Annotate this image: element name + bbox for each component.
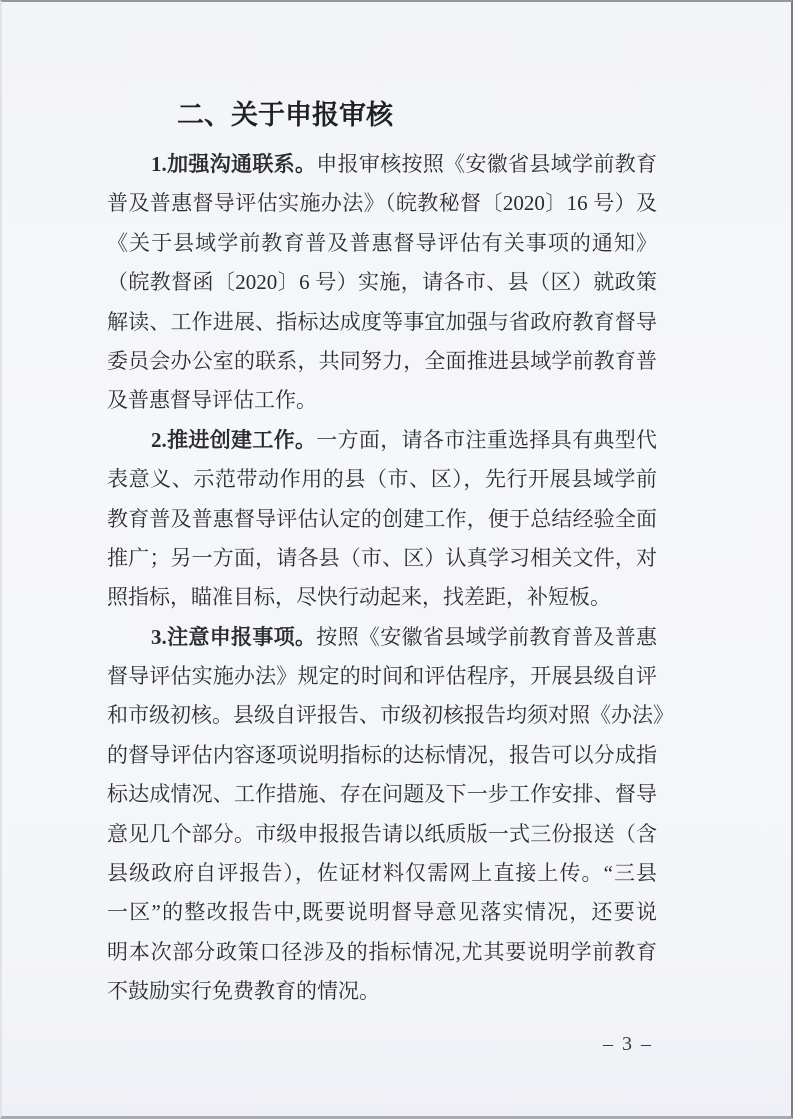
text-line: 县级政府自评报告），佐证材料仅需网上直接上传。“三县 <box>107 861 657 886</box>
text-line: 的督导评估内容逐项说明指标的达标情况，报告可以分成指 <box>107 742 657 767</box>
text-line: 及普惠督导评估工作。 <box>107 388 317 413</box>
text-line: 和市级初核。县级自评报告、市级初核报告均须对照《办法》 <box>107 703 674 728</box>
text-line: 普及普惠督导评估实施办法》（皖教秘督〔2020〕16 号）及 <box>107 191 657 216</box>
text-line: 不鼓励实行免费教育的情况。 <box>107 979 380 1004</box>
text-line: 明本次部分政策口径涉及的指标情况,尤其要说明学前教育 <box>107 939 657 964</box>
text-line: 照指标，瞄准目标，尽快行动起来，找差距，补短板。 <box>107 585 611 610</box>
text-line: 3.注意申报事项。按照《安徽省县域学前教育普及普惠 <box>151 624 658 649</box>
text-line: 推广；另一方面，请各县（市、区）认真学习相关文件，对 <box>107 545 657 570</box>
text-line: 1.加强沟通联系。申报审核按照《安徽省县域学前教育 <box>151 152 658 176</box>
text-line: 《关于县域学前教育普及普惠督导评估有关事项的通知》 <box>107 230 657 255</box>
page-number: – 3 – <box>603 1032 653 1055</box>
paragraph <box>107 145 657 421</box>
text-line: 2.推进创建工作。一方面，请各市注重选择具有典型代 <box>151 427 658 452</box>
document-body <box>107 145 674 1012</box>
text-line: 标达成情况、工作措施、存在问题及下一步工作安排、督导 <box>107 782 657 807</box>
text-line: 委员会办公室的联系，共同努力，全面推进县域学前教育普 <box>107 348 657 373</box>
section-heading: 二、关于申报审核 <box>177 100 393 130</box>
text-line: 督导评估实施办法》规定的时间和评估程序，开展县级自评 <box>107 664 657 689</box>
text-line: 解读、工作进展、指标达成度等事宜加强与省政府教育督导 <box>107 309 657 334</box>
text-line: 意见几个部分。市级申报报告请以纸质版一式三份报送（含 <box>107 821 657 846</box>
paragraph-lead: 1.加强沟通联系。 <box>151 152 317 176</box>
paragraph <box>107 421 657 618</box>
paragraph-lead: 2.推进创建工作。 <box>151 427 317 452</box>
paragraph <box>107 618 674 1012</box>
text-line: 表意义、示范带动作用的县（市、区），先行开展县域学前 <box>107 467 657 492</box>
text-line: （皖教督函〔2020〕6 号）实施，请各市、县（区）就政策 <box>107 270 657 295</box>
text-line: 教育普及普惠督导评估认定的创建工作，便于总结经验全面 <box>107 506 657 531</box>
text-line: 一区”的整改报告中,既要说明督导意见落实情况，还要说 <box>107 900 657 925</box>
paragraph-lead: 3.注意申报事项。 <box>151 624 317 649</box>
